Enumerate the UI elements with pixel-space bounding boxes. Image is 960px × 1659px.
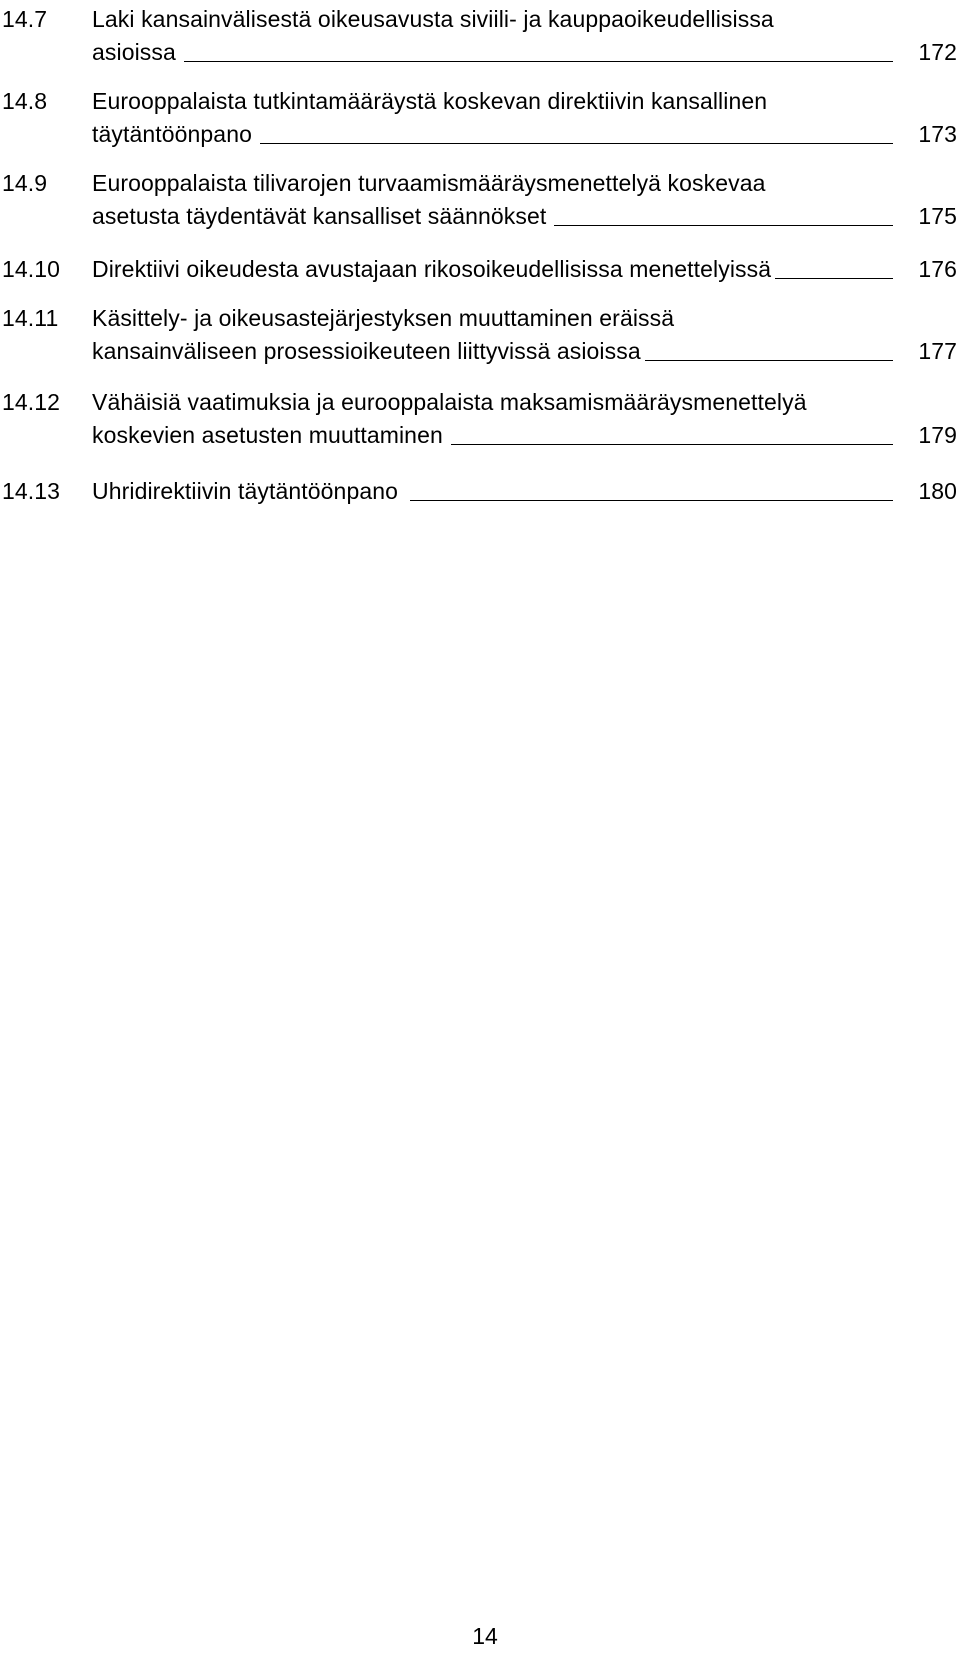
- toc-entry-leader-row: [92, 253, 960, 286]
- leader-line: [554, 225, 893, 226]
- toc-entry-leader-row: [92, 200, 960, 233]
- leader-line: [645, 360, 893, 361]
- toc-entry-page: 175: [918, 203, 957, 229]
- toc-entry-title: Eurooppalaista tutkintamääräystä koskevan direktiivin kansallinen: [92, 88, 768, 114]
- toc-entry-title: Käsittely- ja oikeusastejärjestyksen muuttaminen eräissä: [92, 305, 675, 331]
- toc-entry-title-continued: asioissa: [92, 39, 176, 65]
- leader-line: [451, 444, 893, 445]
- toc-entry-page: 173: [918, 121, 957, 147]
- toc-entry-leader-row: [92, 118, 960, 151]
- toc-entry-leader-row: [92, 419, 960, 452]
- toc-entry-leader-row: [92, 475, 960, 508]
- toc-entry-page: 179: [918, 422, 957, 448]
- toc-entry-number: 14.11: [2, 305, 59, 331]
- leader-line: [775, 278, 893, 279]
- toc-entry-page: 176: [918, 256, 957, 282]
- leader-line: [260, 143, 893, 144]
- toc-entry-number: 14.13: [2, 478, 61, 504]
- toc-entry-title: Direktiivi oikeudesta avustajaan rikosoikeudellisissa menettelyissä: [92, 256, 772, 282]
- toc-entry-page: 172: [918, 39, 957, 65]
- leader-line: [184, 61, 893, 62]
- toc-entry-number: 14.7: [2, 6, 48, 32]
- toc-entry-title: Eurooppalaista tilivarojen turvaamismääräysmenettelyä koskevaa: [92, 170, 766, 196]
- toc-entry-leader-row: [92, 335, 960, 368]
- toc-entry-title: Vähäisiä vaatimuksia ja eurooppalaista maksamismääräysmenettelyä: [92, 389, 807, 415]
- page-number: 14: [472, 1623, 498, 1649]
- toc-entry-number: 14.12: [2, 389, 61, 415]
- toc-entry-title-continued: täytäntöönpano: [92, 121, 252, 147]
- toc-entry-number: 14.9: [2, 170, 48, 196]
- toc-entry-number: 14.8: [2, 88, 48, 114]
- toc-entry-title: Laki kansainvälisestä oikeusavusta siviili- ja kauppaoikeudellisissa: [92, 6, 774, 32]
- toc-entry-number: 14.10: [2, 256, 61, 282]
- toc-entry-title-continued: kansainväliseen prosessioikeuteen liittyvissä asioissa: [92, 338, 641, 364]
- toc-entry-page: 177: [918, 338, 957, 364]
- leader-line: [410, 500, 893, 501]
- toc-entry-title: Uhridirektiivin täytäntöönpano: [92, 478, 399, 504]
- toc-entry-leader-row: [92, 36, 960, 69]
- toc-entry-title-continued: koskevien asetusten muuttaminen: [92, 422, 443, 448]
- toc-entry-title-continued: asetusta täydentävät kansalliset säännökset: [92, 203, 547, 229]
- toc-entry-page: 180: [918, 478, 957, 504]
